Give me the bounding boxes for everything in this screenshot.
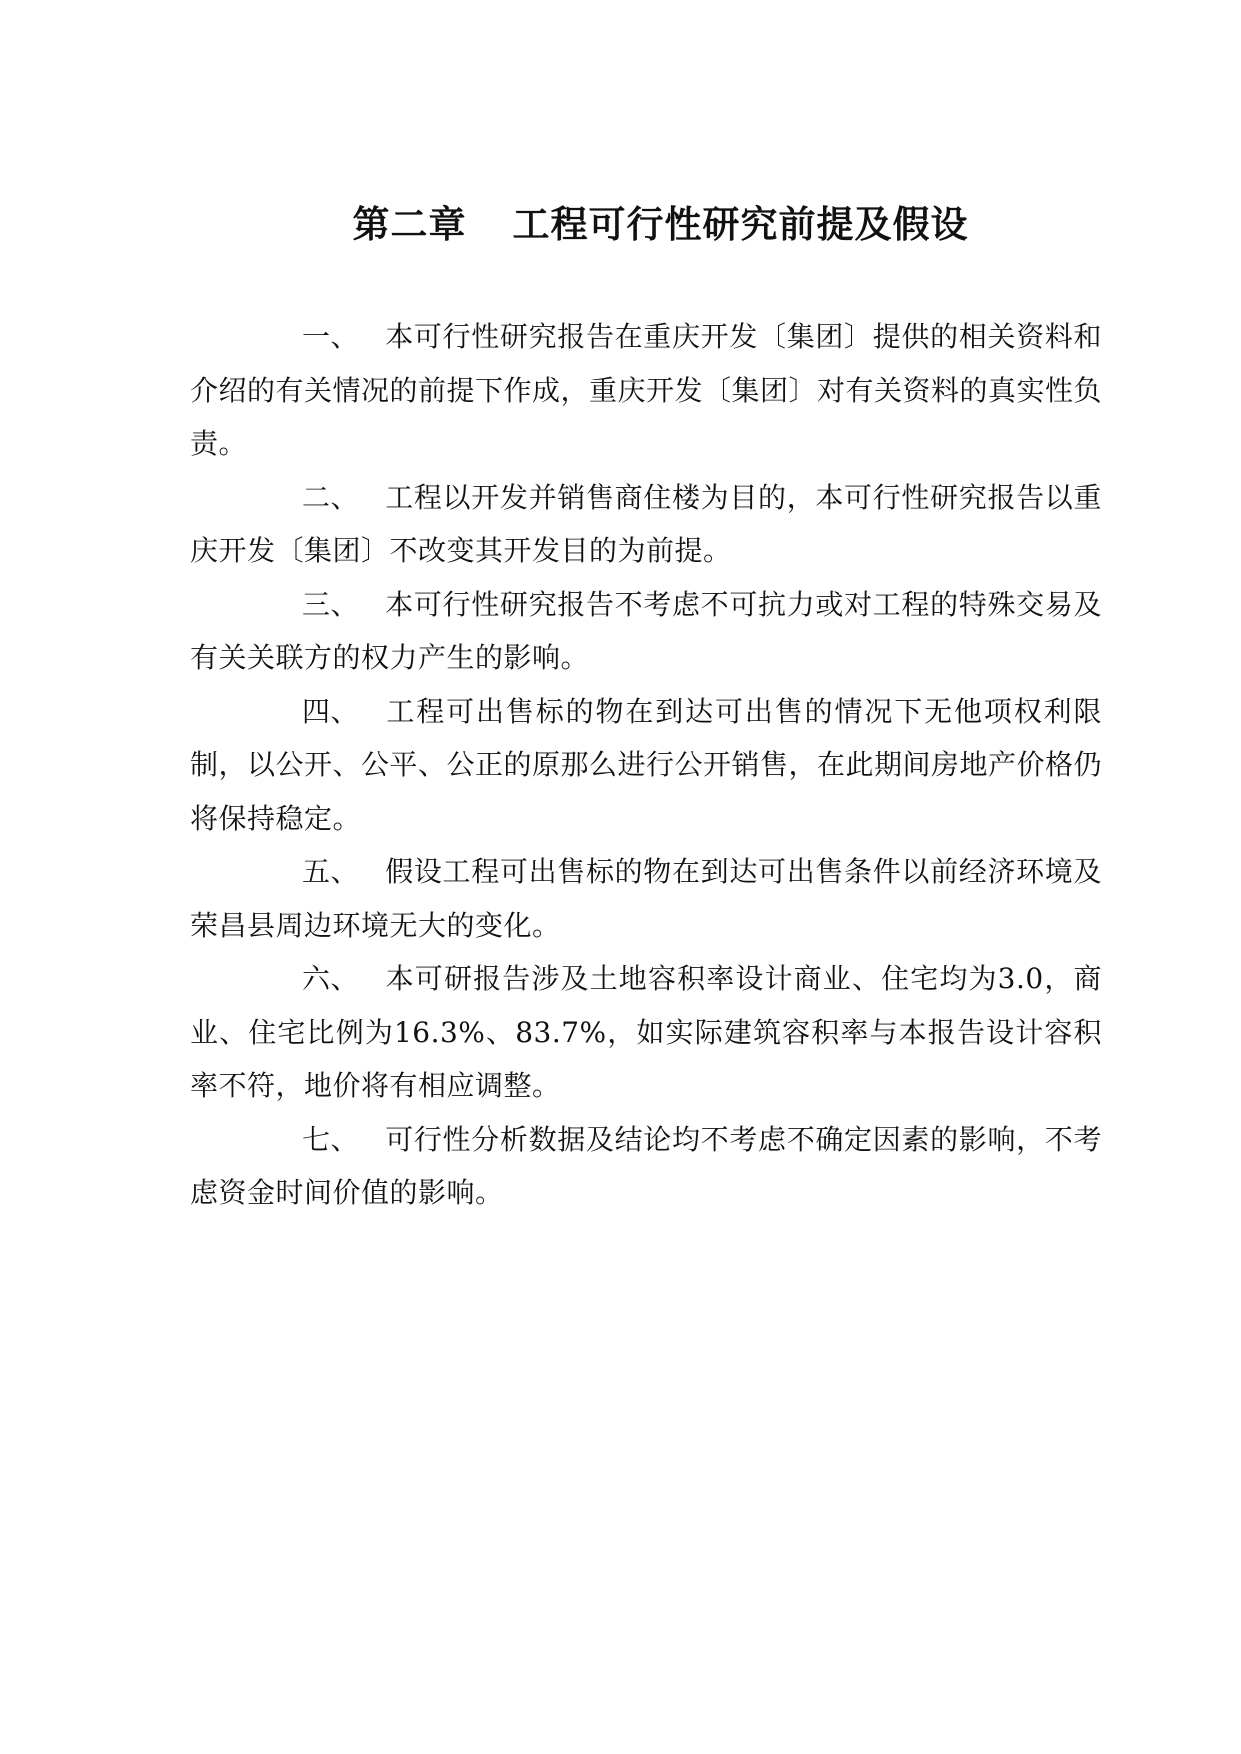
paragraph-marker: 六、	[302, 962, 360, 995]
paragraph-text: 工程可出售标的物在到达可出售的情况下无他项权利限制，以公开、公平、公正的原那么进行公开销售，在此期间房地产价格仍将保持稳定。	[190, 694, 1103, 835]
paragraph-marker: 三、	[302, 587, 360, 621]
assumption-paragraph-1	[190, 310, 1102, 471]
assumption-paragraph-3	[190, 578, 1102, 685]
assumption-paragraph-5	[190, 845, 1102, 952]
paragraph-marker: 二、	[302, 480, 360, 514]
paragraph-text: 可行性分析数据及结论均不考虑不确定因素的影响，不考虑资金时间价值的影响。	[190, 1122, 1102, 1209]
paragraph-text: 本可行性研究报告不考虑不可抗力或对工程的特殊交易及有关关联方的权力产生的影响。	[190, 587, 1102, 674]
assumption-paragraph-2	[190, 471, 1102, 578]
paragraph-marker: 七、	[302, 1122, 360, 1156]
chapter-number: 第二章	[352, 202, 467, 246]
paragraph-text: 本可研报告涉及土地容积率设计商业、住宅均为3.0，商业、住宅比例为16.3%、83.7%，如实际建筑容积率与本报告设计容积率不符，地价将有相应调整。	[190, 962, 1102, 1102]
assumptions-list	[190, 310, 1102, 1220]
paragraph-marker: 一、	[302, 320, 360, 353]
chapter-title: 工程可行性研究前提及假设	[512, 202, 969, 246]
paragraph-text: 假设工程可出售标的物在到达可出售条件以前经济环境及荣昌县周边环境无大的变化。	[190, 855, 1102, 942]
chapter-heading	[0, 198, 1241, 250]
assumption-paragraph-4	[190, 685, 1102, 846]
paragraph-marker: 五、	[302, 855, 360, 888]
paragraph-text: 本可行性研究报告在重庆开发〔集团〕提供的相关资料和介绍的有关情况的前提下作成，重庆开发〔集团〕对有关资料的真实性负责。	[190, 320, 1103, 460]
paragraph-marker: 四、	[302, 694, 360, 728]
assumption-paragraph-6	[190, 952, 1102, 1113]
assumption-paragraph-7	[190, 1113, 1102, 1220]
paragraph-text: 工程以开发并销售商住楼为目的，本可行性研究报告以重庆开发〔集团〕不改变其开发目的为前提。	[190, 480, 1102, 567]
